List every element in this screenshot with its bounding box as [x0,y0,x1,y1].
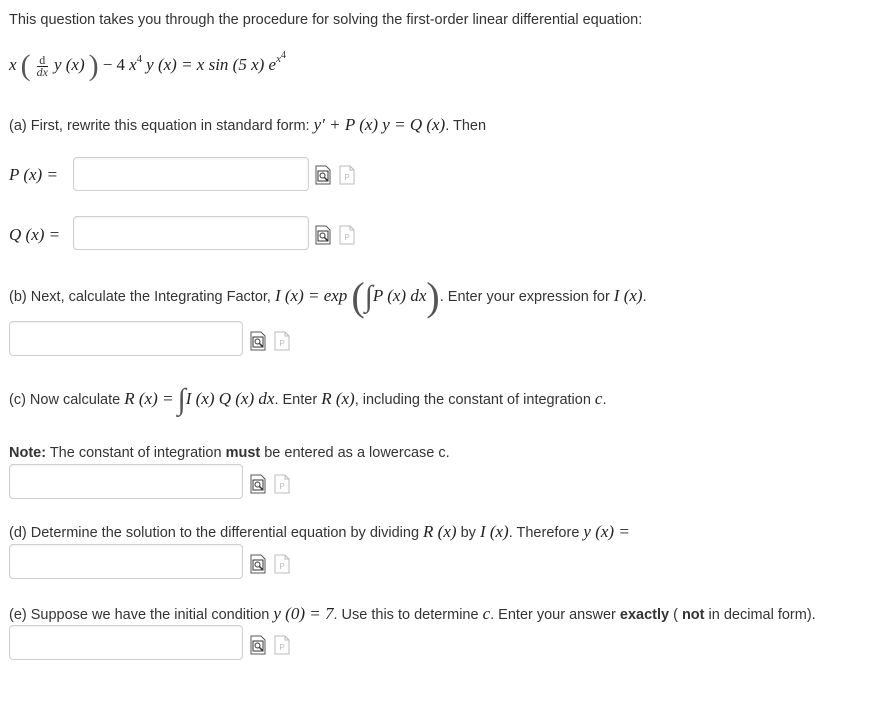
preview-icon[interactable] [315,225,331,245]
part-b-text: (b) Next, calculate the Integrating Factor, I (x) = exp (∫P (x) dx). Enter your expression for I (x). [9,274,647,320]
help-icon[interactable] [339,165,355,185]
y-input[interactable] [9,544,243,579]
help-icon[interactable] [274,554,290,574]
i-input[interactable] [9,321,243,356]
part-c-text: (c) Now calculate R (x) = ∫I (x) Q (x) dx. Enter R (x), including the constant of integration c. [9,383,607,417]
preview-icon[interactable] [250,331,266,351]
eq-x: x [9,55,17,74]
svg-text:P: P [279,482,285,491]
help-icon[interactable] [274,331,290,351]
eq-rhs: y (x) = x sin (5 x) e [146,55,277,74]
preview-icon[interactable] [315,165,331,185]
differential-equation: x ( $\frac{d}{dx}$ y (x) ) − 4 $x^4$ y (x) = x sin (5 x) $e^{x4}$ [9,49,286,83]
note-text: Note: The constant of integration must be entered as a lowercase c. [9,445,450,461]
svg-text:P: P [344,233,350,242]
part-e-text: (e) Suppose we have the initial condition y (0) = 7. Use this to determine c. Enter your answer exactly ( not in decimal form). [9,604,816,623]
p-label: P (x) = [9,165,58,184]
eq-paren-open: ( [20,49,31,83]
eq-x4: x [129,55,137,74]
p-input[interactable] [73,157,309,191]
preview-icon[interactable] [250,474,266,494]
svg-text:P: P [279,562,285,571]
preview-icon[interactable] [250,554,266,574]
eq-minus: − 4 [102,55,126,74]
help-icon[interactable] [274,474,290,494]
preview-icon[interactable] [250,635,266,655]
q-label: Q (x) = [9,225,61,244]
c-input[interactable] [9,625,243,660]
intro-text: This question takes you through the procedure for solving the first-order linear differential equation: [9,12,643,28]
svg-text:P: P [279,643,285,652]
eq-derivative: $\frac{d}{dx}$ [36,52,48,79]
svg-text:P: P [279,339,285,348]
help-icon[interactable] [339,225,355,245]
r-input[interactable] [9,464,243,499]
q-input[interactable] [73,216,309,250]
eq-paren-close: ) [88,49,99,83]
part-a-text: (a) First, rewrite this equation in standard form: y′ + P (x) y = Q (x). Then [9,115,487,134]
eq-yx: y (x) [53,55,85,74]
svg-text:P: P [344,173,350,182]
part-d-text: (d) Determine the solution to the differential equation by dividing R (x) by I (x). Therefore y (x) = [9,522,630,541]
help-icon[interactable] [274,635,290,655]
